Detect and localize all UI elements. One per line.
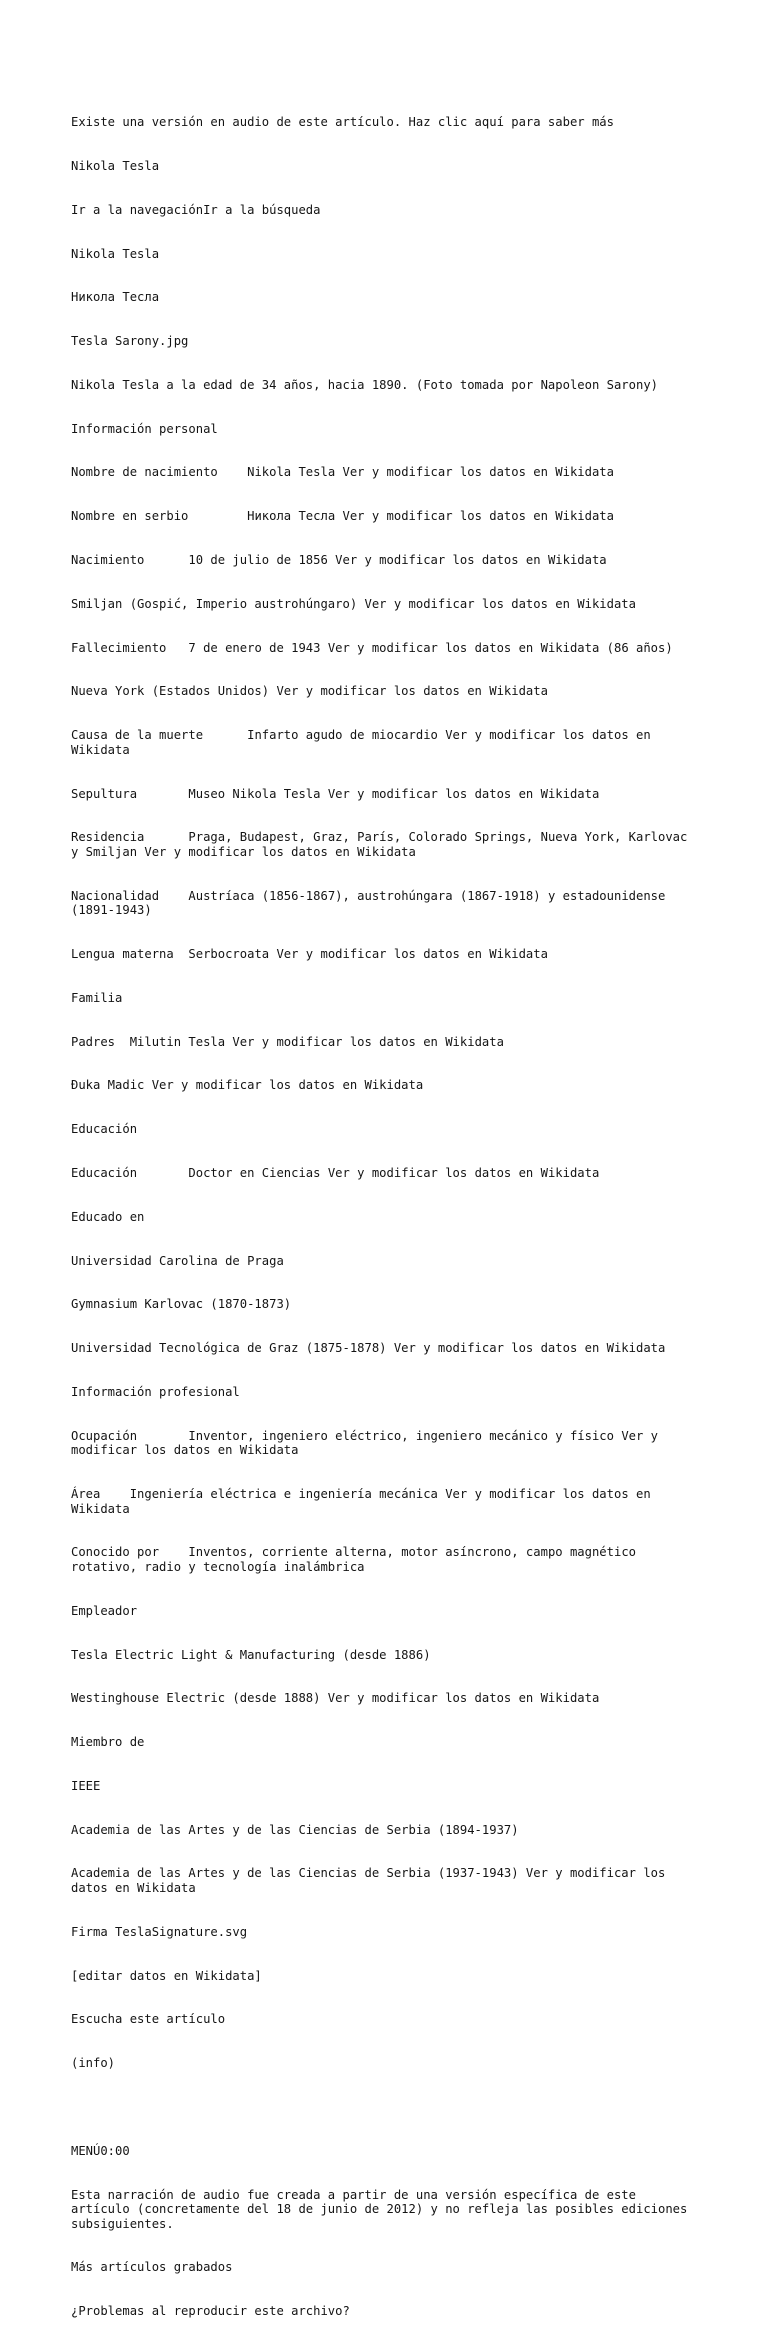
- row-burial: Sepultura Museo Nikola Tesla Ver y modificar los datos en Wikidata: [71, 786, 600, 801]
- section-heading-professional-info: Información profesional: [71, 1384, 240, 1399]
- row-educated-at-label: Educado en: [71, 1209, 145, 1224]
- audio-info-link[interactable]: (info): [71, 2056, 116, 2071]
- row-parents: Padres Milutin Tesla Ver y modificar los datos en Wikidata: [71, 1034, 504, 1049]
- listen-article-heading: Escucha este artículo: [71, 2012, 226, 2027]
- row-school-1[interactable]: Universidad Carolina de Praga: [71, 1253, 284, 1268]
- more-recorded-articles-link[interactable]: Más artículos grabados: [71, 2260, 233, 2275]
- section-heading-personal-info: Información personal: [71, 421, 218, 436]
- row-cause-of-death: Causa de la muerte Infarto agudo de miocardio Ver y modificar los datos en Wikidata: [71, 728, 659, 757]
- document-text: [71, 86, 701, 2333]
- blank-line: [71, 2100, 701, 2115]
- row-employer-label: Empleador: [71, 1603, 138, 1618]
- row-serbian-name: Nombre en serbio Никола Тесла Ver y modificar los datos en Wikidata: [71, 509, 614, 524]
- row-death-place: Nueva York (Estados Unidos) Ver y modificar los datos en Wikidata: [71, 684, 548, 699]
- row-school-2[interactable]: Gymnasium Karlovac (1870-1873): [71, 1297, 292, 1312]
- row-member-2[interactable]: Academia de las Artes y de las Ciencias de Serbia (1894-1937): [71, 1822, 519, 1837]
- row-employer-1[interactable]: Tesla Electric Light & Manufacturing (desde 1886): [71, 1647, 431, 1662]
- row-education: Educación Doctor en Ciencias Ver y modificar los datos en Wikidata: [71, 1165, 600, 1180]
- audio-notice-line[interactable]: Existe una versión en audio de este artículo. Haz clic aquí para saber más: [71, 115, 614, 130]
- section-heading-family: Familia: [71, 990, 123, 1005]
- row-death: Fallecimiento 7 de enero de 1943 Ver y modificar los datos en Wikidata (86 años): [71, 640, 673, 655]
- row-school-3: Universidad Tecnológica de Graz (1875-1878) Ver y modificar los datos en Wikidata: [71, 1341, 666, 1356]
- row-birth-place: Smiljan (Gospić, Imperio austrohúngaro) Ver y modificar los datos en Wikidata: [71, 596, 636, 611]
- audio-player-menu[interactable]: MENÚ0:00: [71, 2143, 130, 2158]
- row-birth: Nacimiento 10 de julio de 1856 Ver y modificar los datos en Wikidata: [71, 553, 607, 567]
- playback-problems-link[interactable]: ¿Problemas al reproducir este archivo?: [71, 2304, 350, 2319]
- row-member-1[interactable]: IEEE: [71, 1778, 101, 1793]
- skip-links[interactable]: Ir a la navegaciónIr a la búsqueda: [71, 202, 321, 217]
- infobox-image-caption: Nikola Tesla a la edad de 34 años, hacia 1890. (Foto tomada por Napoleon Sarony): [71, 377, 658, 392]
- row-birth-name: Nombre de nacimiento Nikola Tesla Ver y modificar los datos en Wikidata: [71, 465, 614, 480]
- row-employer-2: Westinghouse Electric (desde 1888) Ver y modificar los datos en Wikidata: [71, 1691, 600, 1706]
- row-residence: Residencia Praga, Budapest, Graz, París, Colorado Springs, Nueva York, Karlovac y Smiljan Ver y modificar los datos en Wikidata: [71, 830, 695, 859]
- page-title: Nikola Tesla: [71, 158, 160, 173]
- row-field: Área Ingeniería eléctrica e ingeniería mecánica Ver y modificar los datos en Wikidata: [71, 1487, 659, 1516]
- audio-narration-note: Esta narración de audio fue creada a partir de una versión específica de este artículo (concretamente del 18 de junio de 2012) y no refleja las posibles ediciones subsiguientes.: [71, 2187, 695, 2231]
- edit-wikidata-link[interactable]: [editar datos en Wikidata]: [71, 1968, 262, 1983]
- row-nationality: Nacionalidad Austríaca (1856-1867), austrohúngara (1867-1918) y estadounidense (1891-1943): [71, 888, 673, 918]
- row-signature[interactable]: Firma TeslaSignature.svg: [71, 1924, 248, 1939]
- section-heading-education: Educación: [71, 1122, 138, 1137]
- row-mother-tongue: Lengua materna Serbocroata Ver y modificar los datos en Wikidata: [71, 947, 548, 962]
- infobox-image-filename[interactable]: Tesla Sarony.jpg: [71, 334, 189, 349]
- row-member-3: Academia de las Artes y de las Ciencias de Serbia (1937-1943) Ver y modificar los datos en Wikidata: [71, 1866, 673, 1896]
- row-occupation: Ocupación Inventor, ingeniero eléctrico, ingeniero mecánico y físico Ver y modificar los datos en Wikidata: [71, 1428, 666, 1458]
- infobox-name: Nikola Tesla: [71, 246, 160, 261]
- row-member-of-label: Miembro de: [71, 1735, 145, 1750]
- row-parent-2: Đuka Madic Ver y modificar los datos en Wikidata: [71, 1078, 424, 1093]
- infobox-native-name: Никола Тесла: [71, 290, 160, 305]
- row-known-for: Conocido por Inventos, corriente alterna, motor asíncrono, campo magnético rotativo, radio y tecnología inalámbrica: [71, 1545, 644, 1574]
